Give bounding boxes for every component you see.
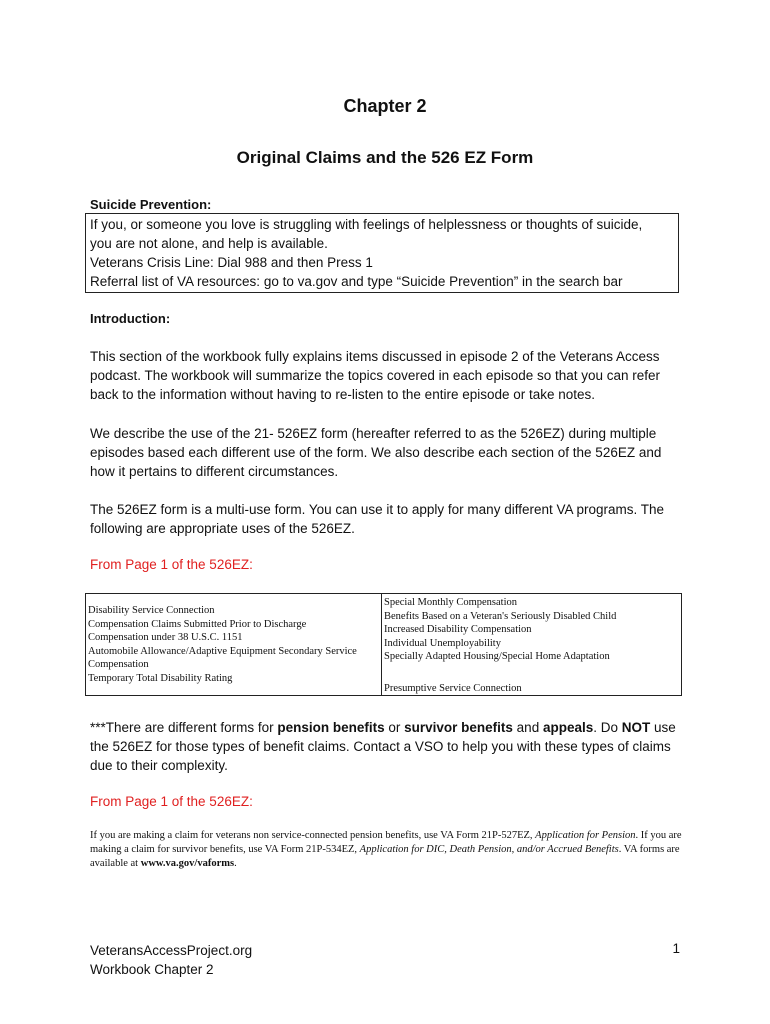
- use-item: Disability Service Connection: [88, 605, 215, 616]
- use-item: Compensation under 38 U.S.C. 1151: [88, 632, 243, 643]
- crisis-line-1: If you, or someone you love is struggling with feelings of helplessness or thoughts of suicide,: [90, 217, 643, 232]
- crisis-line-2: you are not alone, and help is available.: [90, 236, 328, 251]
- chapter-heading: Chapter 2: [343, 96, 427, 116]
- use-item: Increased Disability Compensation: [384, 624, 532, 635]
- crisis-line-3: Veterans Crisis Line: Dial 988 and then Press 1: [90, 255, 373, 270]
- from-page-label-2: From Page 1 of the 526EZ:: [90, 794, 253, 809]
- uses-right-column: [382, 594, 682, 696]
- use-item: Individual Unemployability: [384, 637, 501, 649]
- page-number: 1: [672, 941, 680, 956]
- from-page-label: From Page 1 of the 526EZ:: [90, 557, 253, 572]
- crisis-line-4: Referral list of VA resources: go to va.gov and type “Suicide Prevention” in the search bar: [90, 274, 623, 289]
- intro-paragraph-2: We describe the use of the 21- 526EZ form (hereafter referred to as the 526EZ) during multiple episodes based each different use of the form. We also describe each section of the 526EZ and how it pertains to different circumstances.: [90, 426, 662, 479]
- uses-left-column: [86, 594, 382, 696]
- footer-site: VeteransAccessProject.org: [90, 943, 253, 958]
- introduction-heading: Introduction:: [90, 311, 171, 326]
- intro-paragraph-3: The 526EZ form is a multi-use form. You can use it to apply for many different VA programs. The following are appropriate uses of the 526EZ.: [90, 502, 665, 536]
- crisis-info-box: [85, 213, 679, 293]
- uses-table: [85, 593, 682, 696]
- use-item: Specially Adapted Housing/Special Home Adaptation: [384, 651, 610, 662]
- use-item: Compensation Claims Submitted Prior to Discharge: [88, 618, 307, 630]
- use-item: Benefits Based on a Veteran's Seriously Disabled Child: [384, 610, 617, 622]
- use-item: Temporary Total Disability Rating: [88, 672, 233, 684]
- use-item: Special Monthly Compensation: [384, 597, 517, 608]
- use-item: Presumptive Service Connection: [384, 682, 522, 694]
- use-item: Automobile Allowance/Adaptive Equipment Secondary Service Compensation: [88, 645, 357, 670]
- footer-chapter: Workbook Chapter 2: [90, 962, 214, 977]
- footer: [90, 941, 252, 979]
- forms-warning: ***There are different forms for pension benefits or survivor benefits and appeals. Do NOT use the 526EZ for those types of benefit claims. Contact a VSO to help you with these types of claims due to their complexity.: [90, 720, 676, 773]
- page-title: Original Claims and the 526 EZ Form: [236, 148, 534, 167]
- intro-paragraph-1: This section of the workbook fully explains items discussed in episode 2 of the Veterans Access podcast. The workbook will summarize the topics covered in each episode so that you can refer back to the information without having to re-listen to the entire episode or take notes.: [90, 349, 661, 402]
- suicide-prevention-heading: Suicide Prevention:: [90, 197, 212, 212]
- pension-survivor-note: If you are making a claim for veterans non service-connected pension benefits, use VA Form 21P-527EZ, Application for Pension. If you are making a claim for survivor benefits, use VA Form 21P-534EZ, Application for DIC, Death Pension, and/or Accrued Benefits. VA forms are available at www.va.gov/vaforms.: [90, 830, 682, 869]
- va-forms-link[interactable]: www.va.gov/vaforms: [140, 858, 235, 869]
